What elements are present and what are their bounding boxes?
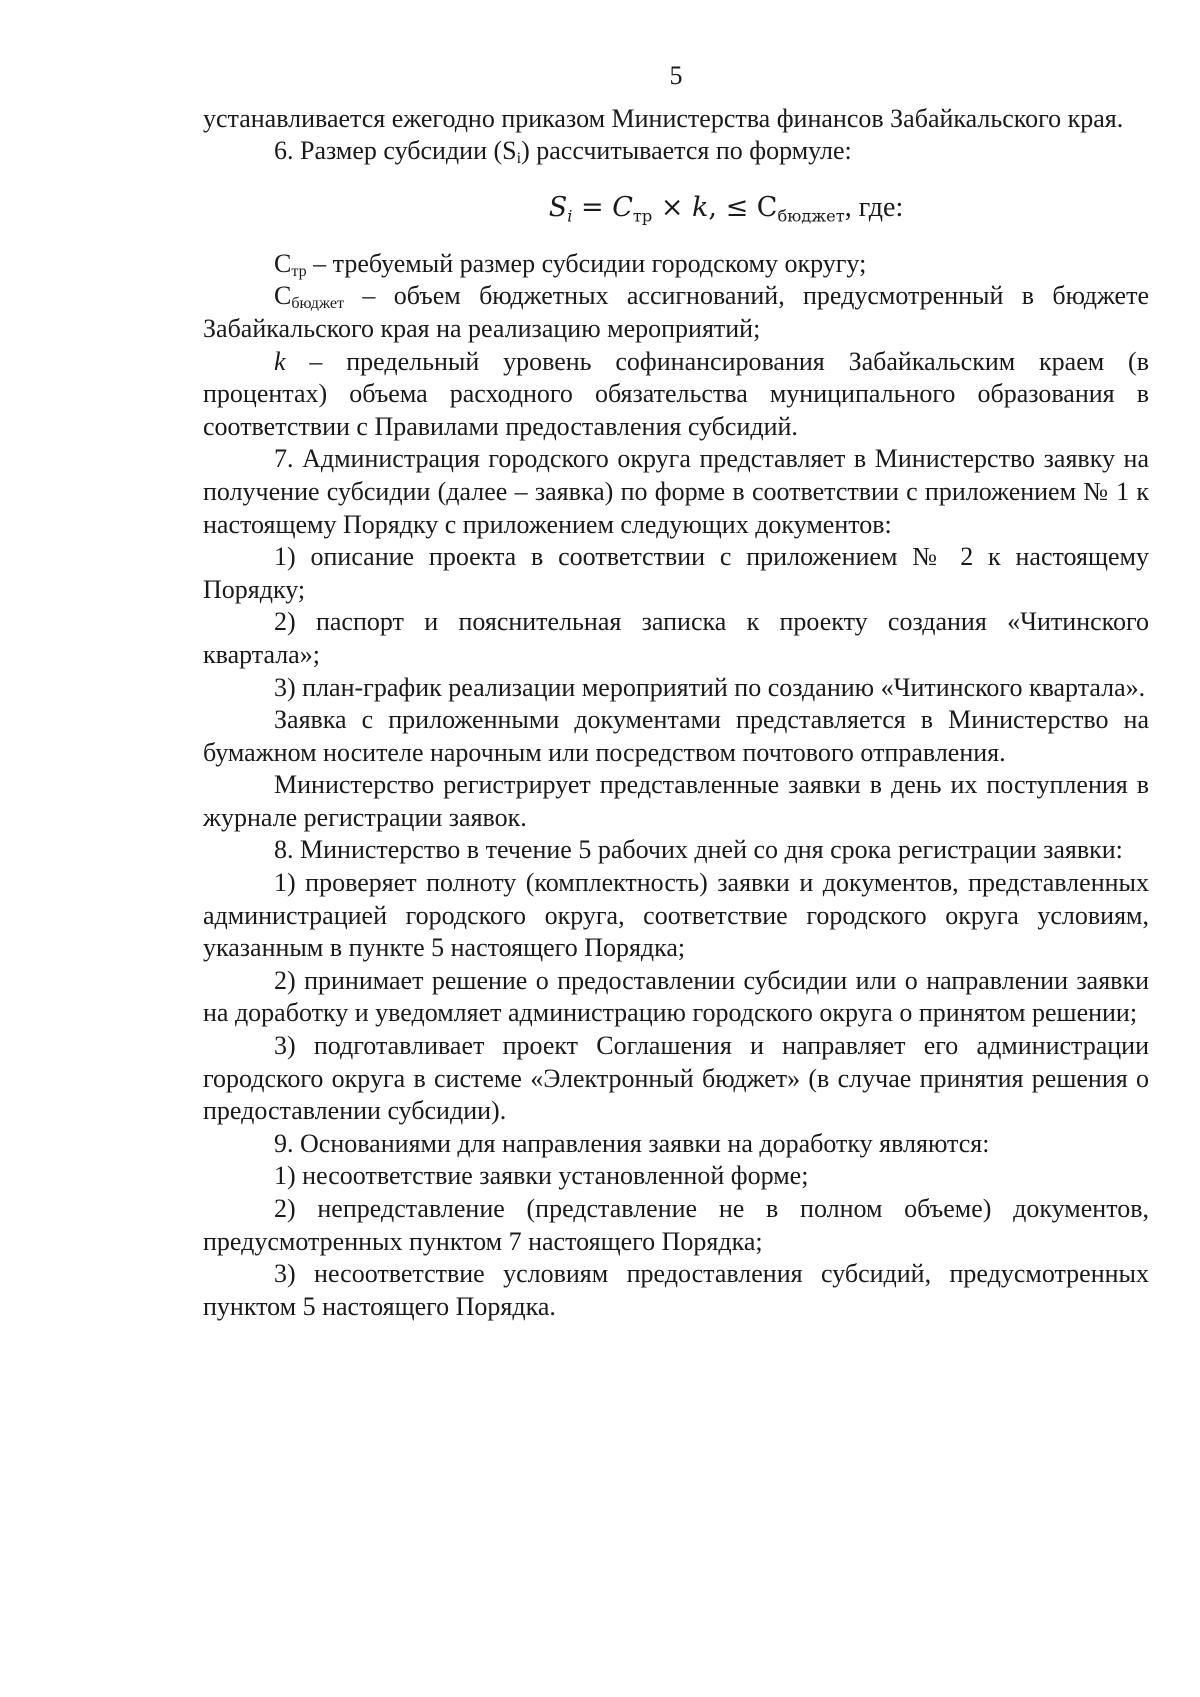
list-item-7-1: 1) описание проекта в соответствии с приложением № 2 к настоящему Порядку;	[203, 542, 1149, 604]
list-item-8-3: 3) подготавливает проект Соглашения и направляет его администрации городского округа в системе «Электронный бюджет» (в случае принятия решения о предоставлении субсидии).	[203, 1031, 1149, 1126]
list-item-8-1: 1) проверяет полноту (комплектность) заявки и документов, представленных администрацией городского округа, соответствие городского округа условиям, указанным в пункте 5 настоящего Порядка;	[203, 868, 1149, 963]
formula-tail: , где:	[844, 191, 904, 223]
document-page	[203, 60, 1149, 1323]
paragraph-continuation: устанавливается ежегодно приказом Министерства финансов Забайкальского края.	[203, 103, 1124, 133]
paragraph-8: 8. Министерство в течение 5 рабочих дней со дня срока регистрации заявки:	[274, 835, 1123, 865]
list-item-8-2: 2) принимает решение о предоставлении субсидии или о направлении заявки на доработку и уведомляет администрацию городского округа о принятом решении;	[203, 965, 1149, 1028]
paragraph-6: 6. Размер субсидии $(S_i)$ рассчитывается по формуле:	[274, 136, 852, 168]
definition-c-budget: $С_{бюджет}$ – объем бюджетных ассигнований, предусмотренный в бюджете Забайкальского края на реализацию мероприятий;	[203, 281, 1149, 343]
paragraph-submission: Заявка с приложенными документами представляется в Министерство на бумажном носителе нарочным или посредством почтового отправления.	[203, 705, 1149, 767]
paragraph-9: 9. Основаниями для направления заявки на доработку являются:	[274, 1128, 990, 1158]
definition-c-tr: $С_{тр}$ – требуемый размер субсидии городскому округу;	[274, 248, 867, 280]
definition-k: k – предельный уровень софинансирования Забайкальским краем (в процентах) объема расходного обязательства муниципального образования в соответствии с Правилами предоставления субсидий.	[203, 346, 1149, 441]
list-item-9-2: 2) непредставление (представление не в полном объеме) документов, предусмотренных пунктом 7 настоящего Порядка;	[203, 1194, 1149, 1256]
page-number: 5	[669, 61, 683, 90]
formula-expression: $S_i = C_{тр} \times k$, ≤ $C_{бюджет}$	[548, 191, 845, 226]
paragraph-7: 7. Администрация городского округа представляет в Министерство заявку на получение субсидии (далее – заявка) по форме в соответствии с приложением № 1 к настоящему Порядку с приложением следующих документов:	[203, 444, 1149, 539]
paragraph-registration: Министерство регистрирует представленные заявки в день их поступления в журнале регистрации заявок.	[203, 770, 1149, 832]
list-item-9-3: 3) несоответствие условиям предоставления субсидий, предусмотренных пунктом 5 настоящего Порядка.	[203, 1259, 1149, 1321]
list-item-7-3: 3) план-график реализации мероприятий по созданию «Читинского квартала».	[274, 672, 1146, 702]
list-item-7-2: 2) паспорт и пояснительная записка к проекту создания «Читинского квартала»;	[203, 607, 1149, 669]
subsidy-formula	[203, 188, 1149, 228]
list-item-9-1: 1) несоответствие заявки установленной форме;	[274, 1161, 809, 1191]
